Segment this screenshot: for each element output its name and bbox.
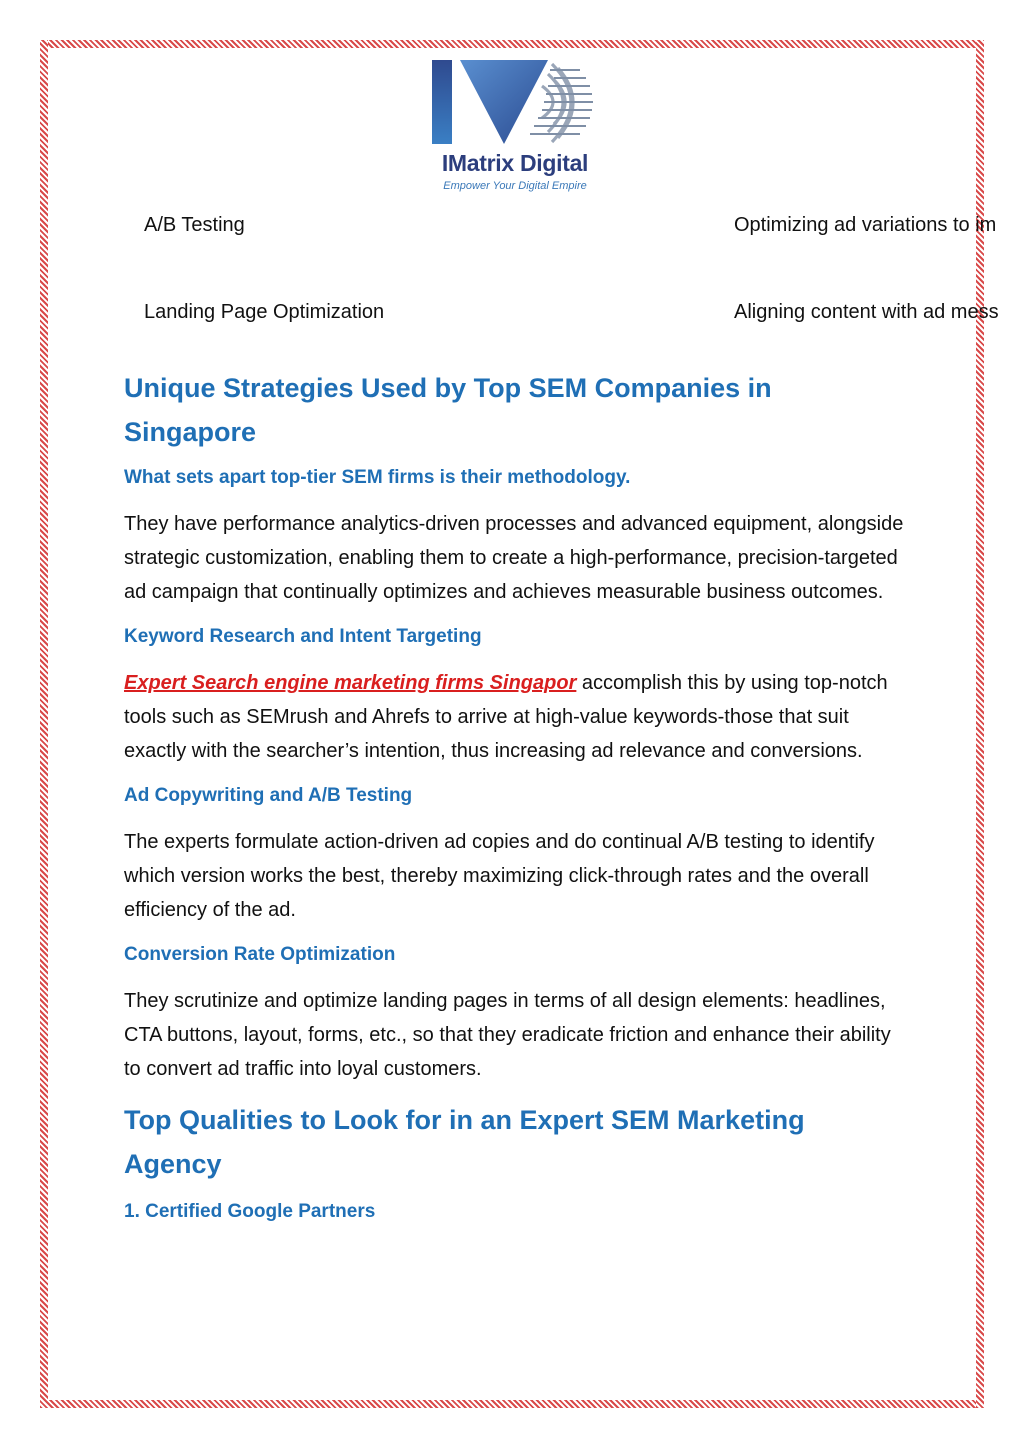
qualities-heading: Top Qualities to Look for in an Expert SEM Marketing Agency (124, 1105, 805, 1179)
keyword-research-heading: Keyword Research and Intent Targeting (124, 626, 482, 647)
table-row-1-technique: A/B Testing (144, 214, 245, 236)
logo-mark-icon (430, 58, 600, 150)
table-row-2-description: Aligning content with ad mess (734, 301, 999, 323)
sem-firms-link[interactable]: Expert Search engine marketing firms Singapor (124, 672, 577, 694)
cro-text: They scrutinize and optimize landing pages in terms of all design elements: headlines, CTA buttons, layout, forms, etc., so that they eradicate friction and enhance their ability to convert ad traffic into loyal customers. (124, 990, 891, 1080)
logo-brand-name: IMatrix Digital (441, 150, 589, 176)
ad-copywriting-text: The experts formulate action-driven ad copies and do continual A/B testing to identify which version works the best, thereby maximizing click-through rates and the overall efficiency of the ad. (124, 831, 875, 921)
table-row-1-description: Optimizing ad variations to im (734, 214, 997, 236)
keyword-research-paragraph (124, 666, 904, 768)
strategies-intro-bold: What sets apart top-tier SEM firms is their methodology. (124, 467, 631, 488)
page-border-top (40, 40, 984, 48)
ad-copywriting-heading: Ad Copywriting and A/B Testing (124, 785, 413, 806)
qualities-item-1: 1. Certified Google Partners (124, 1201, 376, 1222)
strategies-heading: Unique Strategies Used by Top SEM Companies in Singapore (124, 373, 772, 447)
table-row-2-technique: Landing Page Optimization (144, 301, 385, 323)
article-content (124, 366, 904, 1226)
company-logo (430, 58, 600, 198)
page-border-right (976, 40, 984, 1408)
strategies-intro-text: They have performance analytics-driven processes and advanced equipment, alongside strategic customization, enabling them to create a high-performance, precision-targeted ad campaign that continually optimizes and achieves measurable business outcomes. (124, 513, 904, 603)
page-border-bottom (40, 1400, 984, 1408)
logo-tagline: Empower Your Digital Empire (443, 180, 587, 192)
page-border-left (40, 40, 48, 1408)
keyword-research-text: accomplish this by using top-notch tools such as SEMrush and Ahrefs to arrive at high-value keywords-those that suit exactly with the searcher’s intention, thus increasing ad relevance and conversions. (124, 672, 888, 762)
cro-heading: Conversion Rate Optimization (124, 944, 396, 965)
